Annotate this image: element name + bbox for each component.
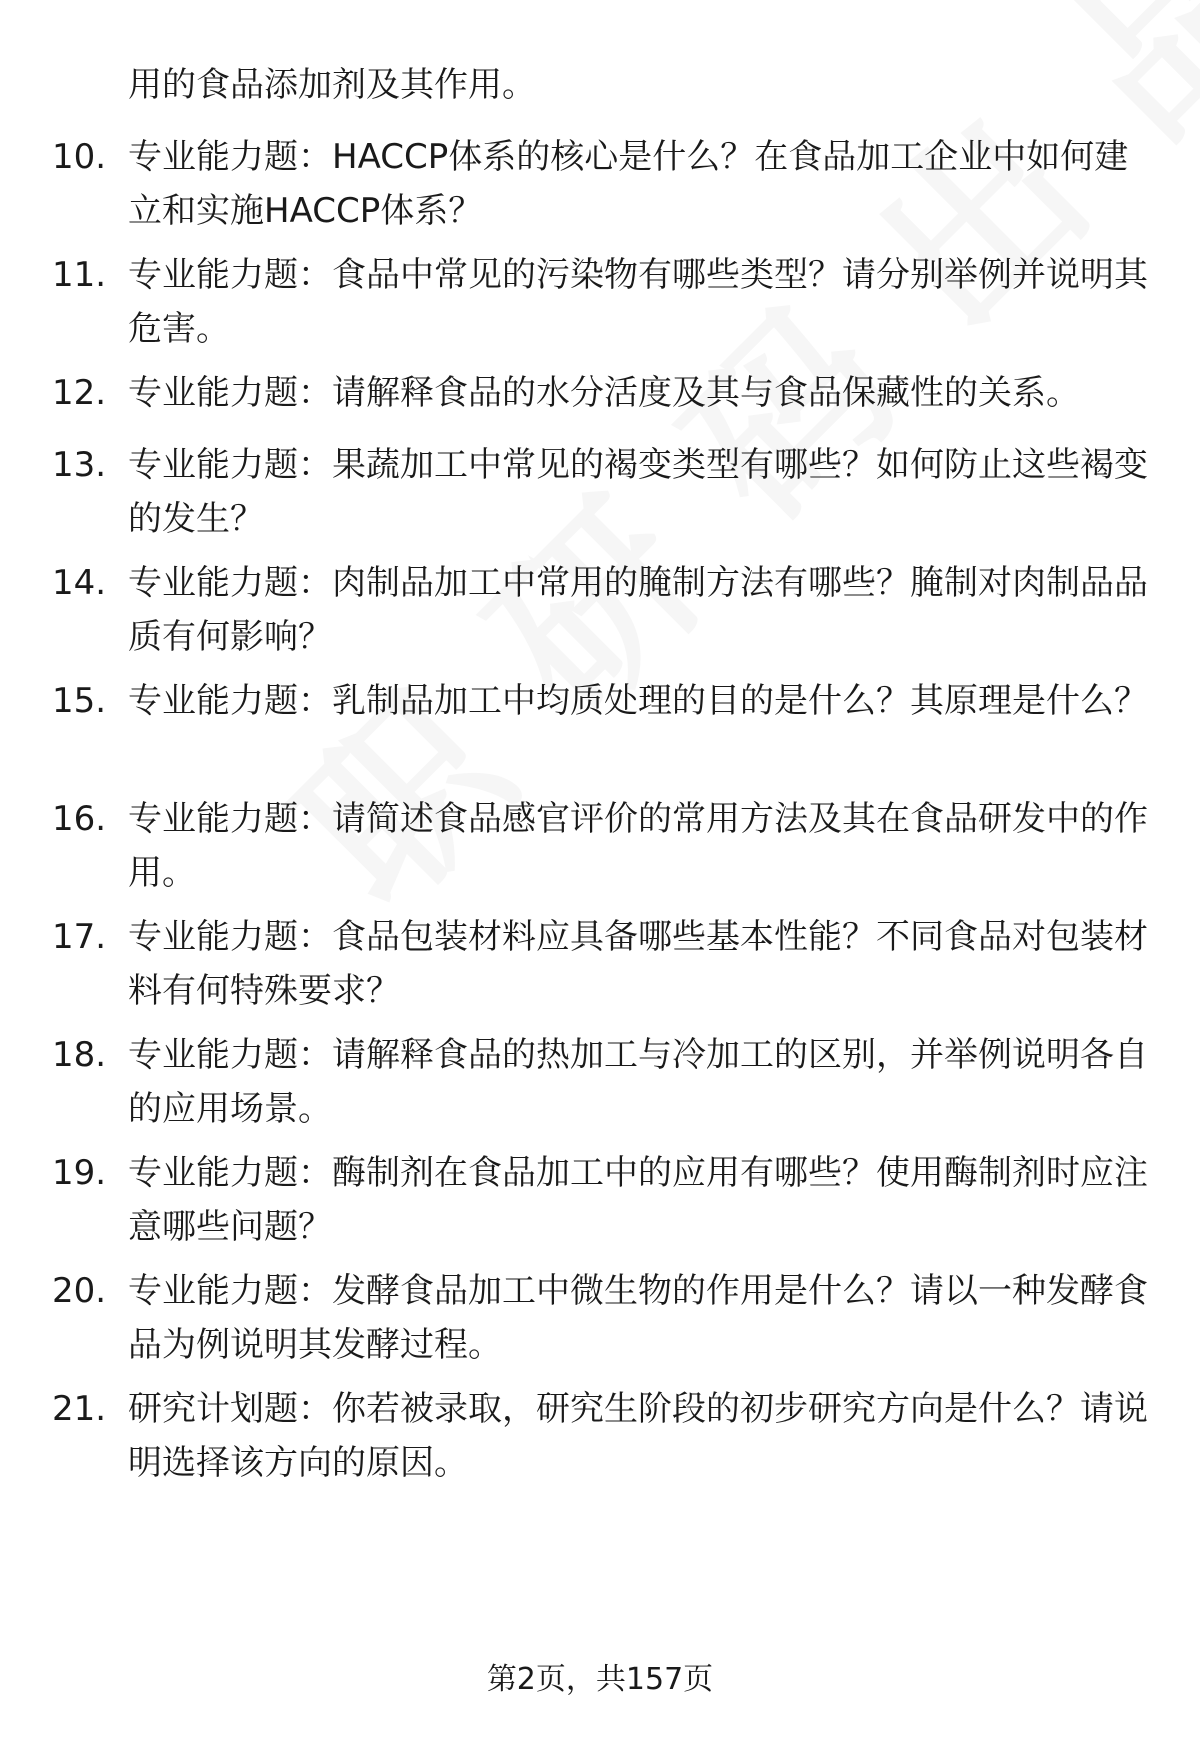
question-text: 专业能力题：HACCP体系的核心是什么？在食品加工企业中如何建立和实施HACCP体系？ <box>128 137 1129 231</box>
question-text: 专业能力题：食品包装材料应具备哪些基本性能？不同食品对包装材料有何特殊要求？ <box>128 917 1148 1011</box>
question-number: 19. <box>52 1153 107 1193</box>
question-text: 专业能力题：乳制品加工中均质处理的目的是什么？其原理是什么？ <box>128 681 1148 721</box>
question-text: 专业能力题：酶制剂在食品加工中的应用有哪些？使用酶制剂时应注意哪些问题？ <box>128 1153 1148 1247</box>
question-number: 15. <box>52 681 107 721</box>
question-number: 14. <box>52 563 107 603</box>
question-number: 12. <box>52 373 107 413</box>
question-number: 21. <box>52 1389 107 1429</box>
question-number: 17. <box>52 917 107 957</box>
question-text: 专业能力题：请解释食品的热加工与冷加工的区别，并举例说明各自的应用场景。 <box>128 1035 1148 1129</box>
question-number: 18. <box>52 1035 107 1075</box>
question-text: 专业能力题：肉制品加工中常用的腌制方法有哪些？腌制对肉制品品质有何影响？ <box>128 563 1148 657</box>
question-text: 专业能力题：请解释食品的水分活度及其与食品保藏性的关系。 <box>128 373 1080 413</box>
continued-text: 用的食品添加剂及其作用。 <box>128 65 536 105</box>
question-number: 16. <box>52 799 107 839</box>
question-text: 专业能力题：发酵食品加工中微生物的作用是什么？请以一种发酵食品为例说明其发酵过程。 <box>128 1271 1148 1365</box>
page-number: 第2页，共157页 <box>486 1662 714 1697</box>
question-text: 研究计划题：你若被录取，研究生阶段的初步研究方向是什么？请说明选择该方向的原因。 <box>128 1389 1148 1483</box>
question-number: 13. <box>52 445 107 485</box>
question-number: 20. <box>52 1271 107 1311</box>
question-text: 专业能力题：食品中常见的污染物有哪些类型？请分别举例并说明其危害。 <box>128 255 1148 349</box>
question-number: 11. <box>52 255 107 295</box>
question-number: 10. <box>52 137 107 177</box>
question-text: 专业能力题：果蔬加工中常见的褐变类型有哪些？如何防止这些褐变的发生？ <box>128 445 1148 539</box>
question-text: 专业能力题：请简述食品感官评价的常用方法及其在食品研发中的作用。 <box>128 799 1148 893</box>
